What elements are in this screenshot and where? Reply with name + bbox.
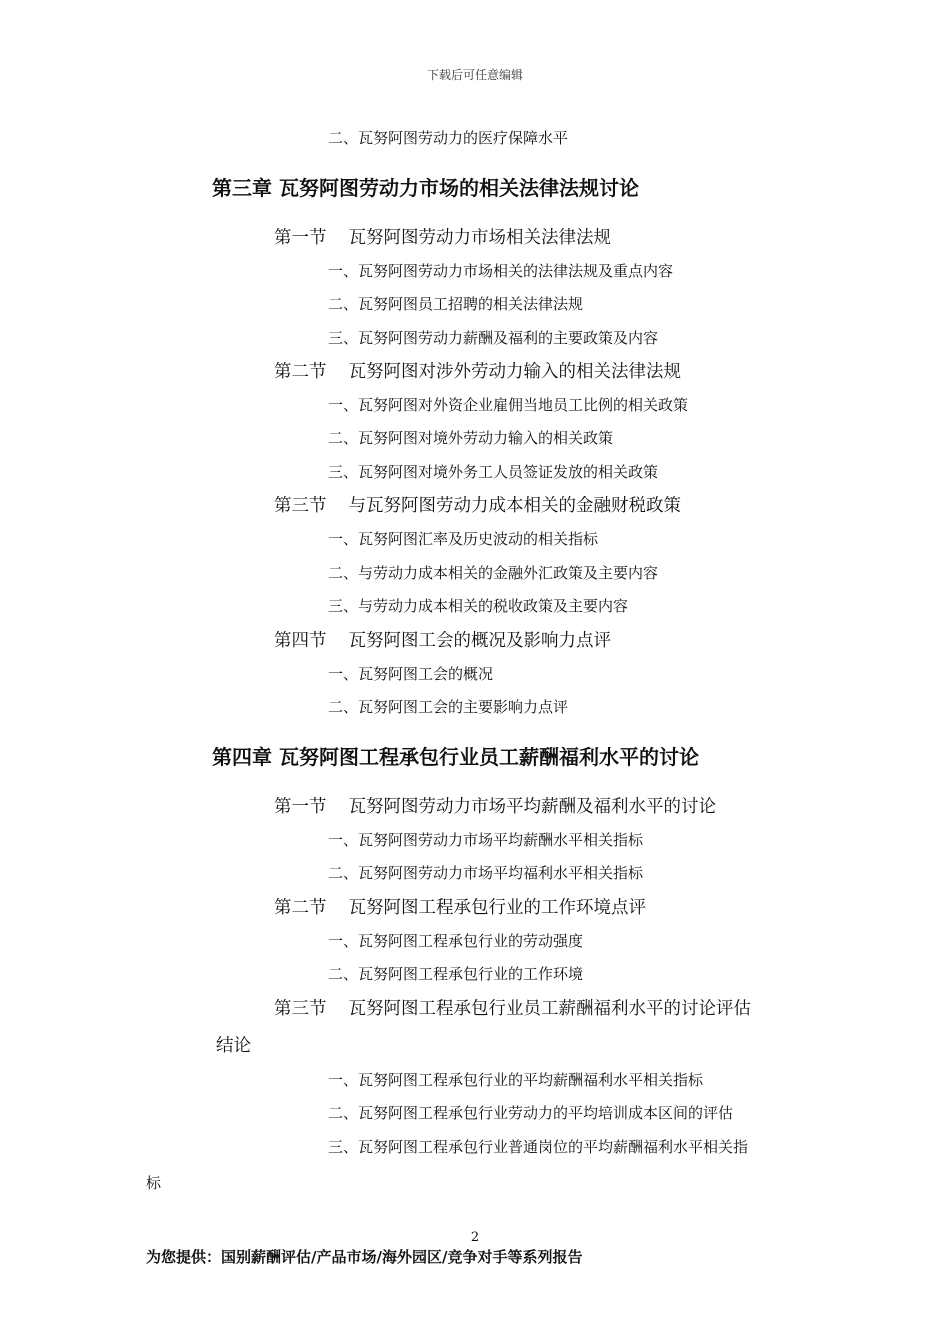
toc-item[interactable]: 二、瓦努阿图劳动力市场平均福利水平相关指标 bbox=[328, 864, 644, 882]
toc-item[interactable]: 二、瓦努阿图工程承包行业的工作环境 bbox=[328, 965, 584, 983]
section-label: 第三节 bbox=[274, 999, 327, 1019]
toc-item[interactable]: 三、与劳动力成本相关的税收政策及主要内容 bbox=[328, 597, 629, 615]
section-label: 第四节 bbox=[274, 631, 327, 651]
toc-section[interactable] bbox=[274, 995, 751, 1020]
toc-item[interactable]: 三、瓦努阿图工程承包行业普通岗位的平均薪酬福利水平相关指 bbox=[328, 1138, 749, 1156]
section-title-continued: 结论 bbox=[216, 1036, 251, 1056]
toc-item-continued: 标 bbox=[146, 1174, 162, 1192]
toc-section[interactable] bbox=[274, 224, 611, 249]
toc-item[interactable]: 三、瓦努阿图劳动力薪酬及福利的主要政策及内容 bbox=[328, 329, 659, 347]
toc-item[interactable]: 一、瓦努阿图工程承包行业的平均薪酬福利水平相关指标 bbox=[328, 1071, 704, 1089]
toc-item[interactable]: 二、瓦努阿图工程承包行业劳动力的平均培训成本区间的评估 bbox=[328, 1104, 734, 1122]
toc-item[interactable]: 二、瓦努阿图员工招聘的相关法律法规 bbox=[328, 295, 584, 313]
toc-item[interactable]: 一、瓦努阿图对外资企业雇佣当地员工比例的相关政策 bbox=[328, 396, 689, 414]
toc-item[interactable]: 二、瓦努阿图劳动力的医疗保障水平 bbox=[328, 129, 569, 147]
toc-item[interactable]: 一、瓦努阿图劳动力市场相关的法律法规及重点内容 bbox=[328, 262, 674, 280]
section-title: 瓦努阿图对涉外劳动力输入的相关法律法规 bbox=[348, 362, 681, 382]
page-number: 2 bbox=[470, 1230, 480, 1245]
toc-item[interactable]: 一、瓦努阿图劳动力市场平均薪酬水平相关指标 bbox=[328, 831, 644, 849]
section-label: 第二节 bbox=[274, 898, 327, 918]
toc-chapter-3[interactable]: 第三章 瓦努阿图劳动力市场的相关法律法规讨论 bbox=[212, 176, 639, 200]
toc-section[interactable] bbox=[274, 358, 681, 383]
page-footer: 为您提供：国别薪酬评估/产品市场/海外园区/竞争对手等系列报告 bbox=[146, 1248, 583, 1266]
section-label: 第二节 bbox=[274, 362, 327, 382]
toc-section[interactable] bbox=[274, 492, 681, 517]
toc-section[interactable] bbox=[274, 793, 716, 818]
section-label: 第一节 bbox=[274, 797, 327, 817]
section-label: 第一节 bbox=[274, 228, 327, 248]
section-title: 瓦努阿图劳动力市场相关法律法规 bbox=[348, 228, 611, 248]
toc-item[interactable]: 一、瓦努阿图工程承包行业的劳动强度 bbox=[328, 932, 584, 950]
page-header: 下载后可任意编辑 bbox=[426, 68, 523, 82]
section-title: 与瓦努阿图劳动力成本相关的金融财税政策 bbox=[348, 496, 681, 516]
toc-item[interactable]: 二、瓦努阿图对境外劳动力输入的相关政策 bbox=[328, 429, 614, 447]
section-title: 瓦努阿图工会的概况及影响力点评 bbox=[348, 631, 611, 651]
toc-item[interactable]: 三、瓦努阿图对境外务工人员签证发放的相关政策 bbox=[328, 463, 659, 481]
toc-chapter-4[interactable]: 第四章 瓦努阿图工程承包行业员工薪酬福利水平的讨论 bbox=[212, 745, 699, 769]
toc-item[interactable]: 二、瓦努阿图工会的主要影响力点评 bbox=[328, 698, 569, 716]
section-title: 瓦努阿图工程承包行业的工作环境点评 bbox=[348, 898, 646, 918]
section-label: 第三节 bbox=[274, 496, 327, 516]
toc-section[interactable] bbox=[274, 627, 611, 652]
toc-section[interactable] bbox=[274, 894, 646, 919]
toc-item[interactable]: 一、瓦努阿图汇率及历史波动的相关指标 bbox=[328, 530, 599, 548]
section-title: 瓦努阿图劳动力市场平均薪酬及福利水平的讨论 bbox=[348, 797, 716, 817]
toc-item[interactable]: 二、与劳动力成本相关的金融外汇政策及主要内容 bbox=[328, 564, 659, 582]
toc-item[interactable]: 一、瓦努阿图工会的概况 bbox=[328, 665, 494, 683]
section-title: 瓦努阿图工程承包行业员工薪酬福利水平的讨论评估 bbox=[348, 999, 751, 1019]
